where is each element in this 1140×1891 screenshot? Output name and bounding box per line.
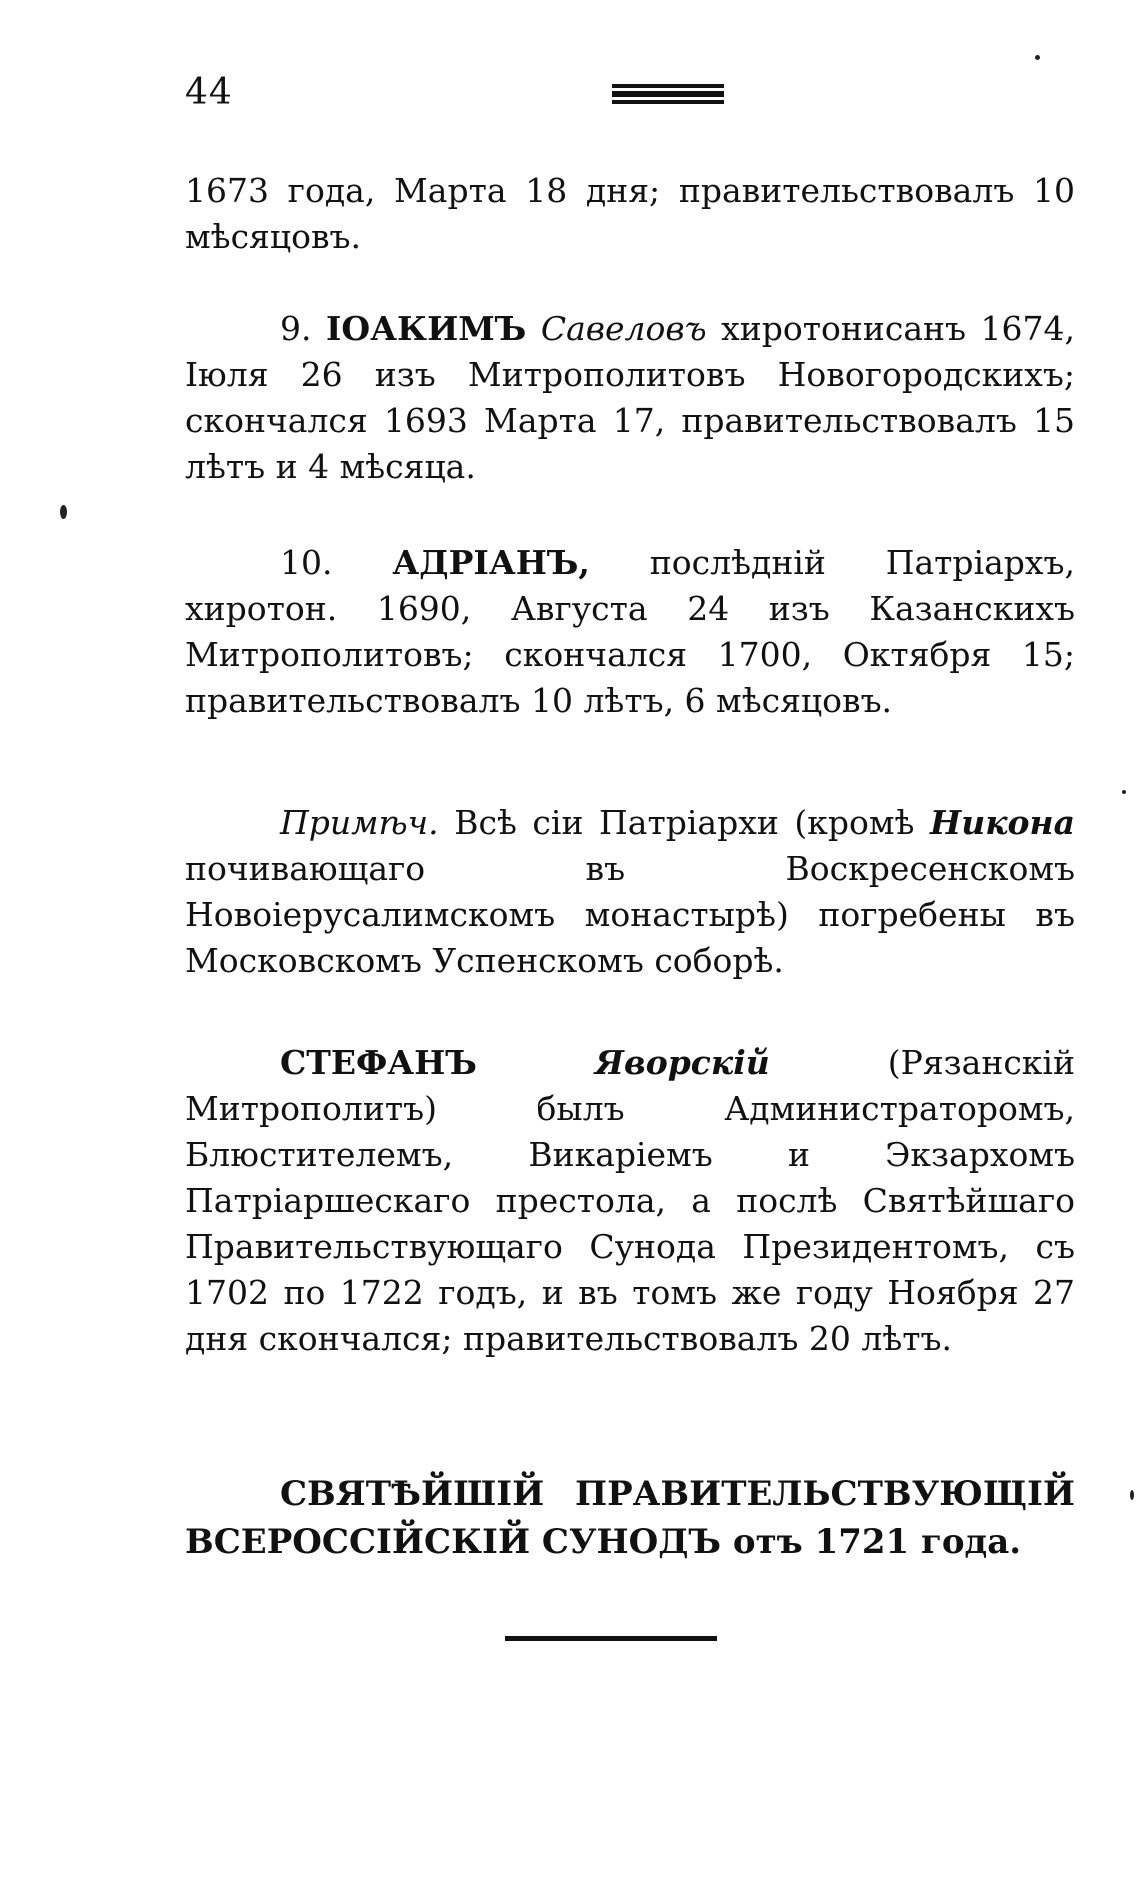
heading-caps: СВЯТѢЙШIЙ ПРАВИТЕЛЬСТВУЮЩIЙ ВСЕРОССIЙСКIЙ СУНОДЪ	[185, 1474, 1075, 1562]
note-name: Никона	[930, 803, 1075, 842]
entry-number: 9.	[280, 309, 326, 348]
heading-rest: отъ 1721 года.	[721, 1522, 1022, 1562]
entry-text: хиротонисанъ 1674, Iюля 26 изъ Митрополитовъ Новогородскихъ; скончался 1693 Марта 17, правительствовалъ 15 лѣтъ и 4 мѣсяца.	[185, 309, 1075, 486]
entry-number: 10.	[280, 543, 393, 582]
scan-speck	[1035, 55, 1040, 60]
entry-ioakim	[185, 306, 1075, 490]
scan-speck	[1122, 790, 1126, 794]
entry-text: послѣднiй Патрiархъ, хиротон. 1690, Августа 24 изъ Казанскихъ Митрополитовъ; скончался 1700, Октября 15; правительствовалъ 10 лѣтъ, 6 мѣсяцовъ.	[185, 543, 1075, 720]
scan-speck	[60, 505, 67, 519]
header-ornament	[612, 84, 724, 106]
bottom-divider	[505, 1636, 717, 1641]
entry-name: IОАКИМЪ	[326, 309, 527, 348]
entry-surname: Яворскiй	[594, 1043, 770, 1082]
entry-name: АДРIАНЪ,	[392, 543, 590, 582]
note-text: почивающаго въ Воскресенскомъ Новоiерусалимскомъ монастырѣ) погребены въ Московскомъ Успенскомъ соборѣ.	[185, 849, 1075, 980]
ornament-line	[612, 91, 724, 97]
section-heading	[185, 1470, 1075, 1566]
continuation-paragraph	[185, 168, 1075, 260]
scan-speck	[1130, 1490, 1134, 1500]
page-number: 44	[185, 72, 233, 113]
ornament-line	[612, 100, 724, 104]
entry-name: СТЕФАНЪ	[280, 1043, 477, 1082]
entry-text: (Рязанскiй Митрополитъ) былъ Администраторомъ, Блюстителемъ, Викарiемъ и Экзархомъ Патрiаршескаго престола, а послѣ Святѣйшаго Правительствующаго Сунода Президентомъ, съ 1702 по 1722 годъ, и въ томъ же году Ноября 27 дня скончался; правительствовалъ 20 лѣтъ.	[185, 1043, 1075, 1358]
note-paragraph	[185, 800, 1075, 984]
entry-stefan	[185, 1040, 1075, 1362]
note-label: Примѣч.	[280, 803, 439, 842]
paragraph-text: 1673 года, Марта 18 дня; правительствовалъ 10 мѣсяцовъ.	[185, 171, 1075, 256]
ornament-line	[612, 84, 724, 88]
entry-adrian	[185, 540, 1075, 724]
entry-surname: Савеловъ	[540, 309, 707, 348]
note-text: Всѣ сiи Патрiархи (кромѣ	[438, 803, 931, 842]
